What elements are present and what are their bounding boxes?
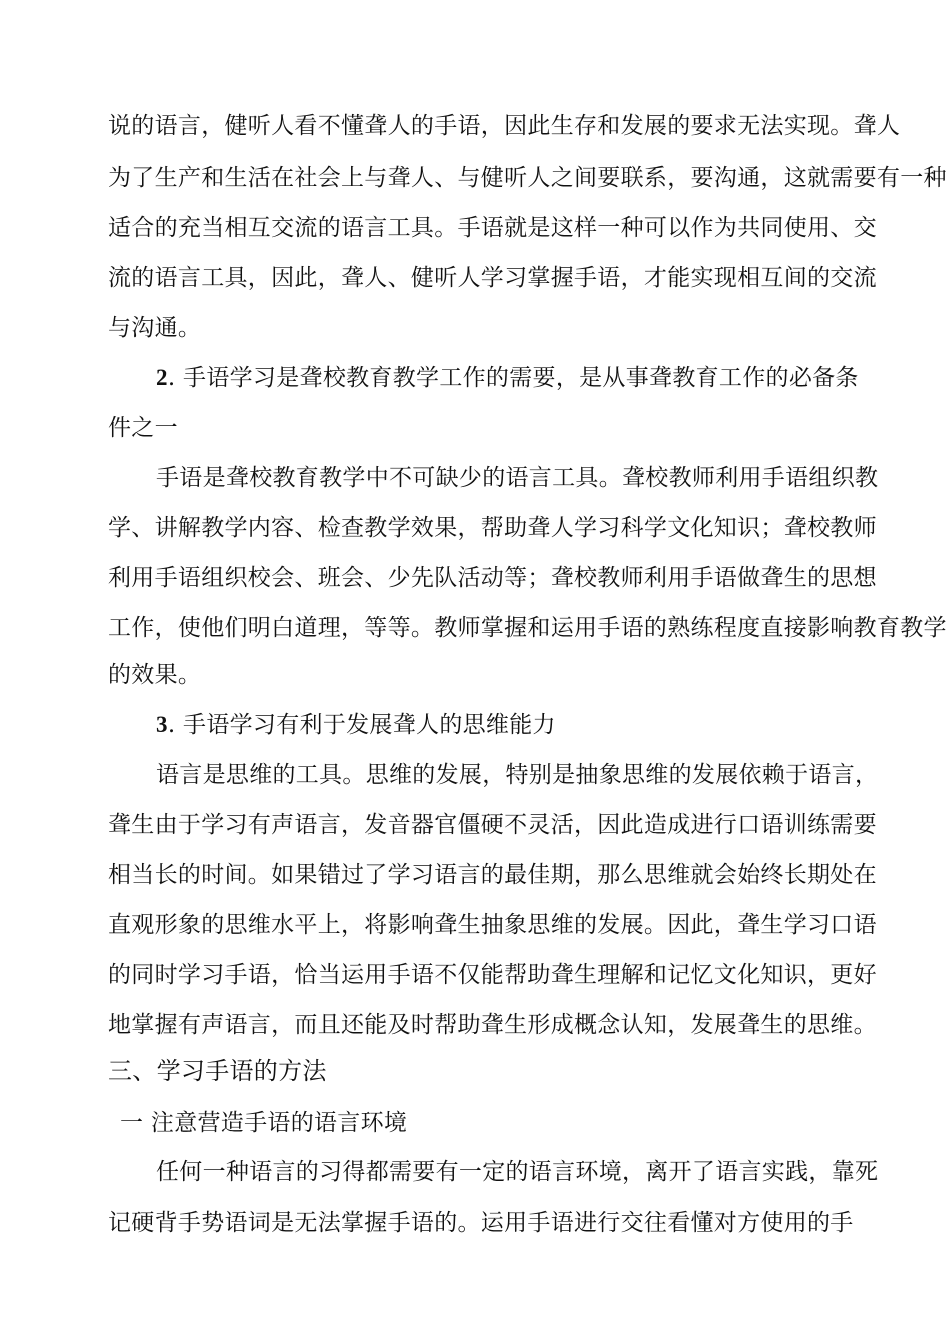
para3-line-5: 的同时学习手语，恰当运用手语不仅能帮助聋生理解和记忆文化知识，更好 <box>108 962 877 988</box>
para3-line-6: 地掌握有声语言，而且还能及时帮助聋生形成概念认知，发展聋生的思维。 <box>108 1012 877 1038</box>
para1-line-3: 适合的充当相互交流的语言工具。手语就是这样一种可以作为共同使用、交 <box>108 215 877 241</box>
heading-2-line-1 <box>156 363 859 393</box>
para4-line-2: 记硬背手势语词是无法掌握手语的。运用手语进行交往看懂对方使用的手 <box>108 1210 854 1236</box>
para2-line-3: 利用手语组织校会、班会、少先队活动等；聋校教师利用手语做聋生的思想 <box>108 565 877 591</box>
para1-line-2: 为了生产和生活在社会上与聋人、与健听人之间要联系，要沟通，这就需要有一种 <box>108 165 947 191</box>
para1-line-5: 与沟通。 <box>108 315 202 341</box>
heading-3-text: . 手语学习有利于发展聋人的思维能力 <box>167 712 556 738</box>
subsection-1-title: 一 注意营造手语的语言环境 <box>120 1110 408 1136</box>
para2-line-4: 工作，使他们明白道理，等等。教师掌握和运用手语的熟练程度直接影响教育教学 <box>108 615 947 641</box>
heading-2-line-2: 件之一 <box>108 415 178 441</box>
para2-line-1: 手语是聋校教育教学中不可缺少的语言工具。聋校教师利用手语组织教 <box>156 465 879 491</box>
heading-3-number: 3 <box>156 712 168 737</box>
para3-line-3: 相当长的时间。如果错过了学习语言的最佳期，那么思维就会始终长期处在 <box>108 862 877 888</box>
para1-line-1: 说的语言，健听人看不懂聋人的手语，因此生存和发展的要求无法实现。聋人 <box>108 113 901 139</box>
heading-2-text: . 手语学习是聋校教育教学工作的需要，是从事聋教育工作的必备条 <box>167 365 859 391</box>
para4-line-1: 任何一种语言的习得都需要有一定的语言环境，离开了语言实践，靠死 <box>156 1159 879 1185</box>
para2-line-2: 学、讲解教学内容、检查教学效果，帮助聋人学习科学文化知识；聋校教师 <box>108 515 877 541</box>
para3-line-2: 聋生由于学习有声语言，发音器官僵硬不灵活，因此造成进行口语训练需要 <box>108 812 877 838</box>
para3-line-4: 直观形象的思维水平上，将影响聋生抽象思维的发展。因此，聋生学习口语 <box>108 912 877 938</box>
para1-line-4: 流的语言工具，因此，聋人、健听人学习掌握手语，才能实现相互间的交流 <box>108 265 877 291</box>
heading-2-number: 2 <box>156 365 168 390</box>
para2-line-5: 的效果。 <box>108 662 202 688</box>
para3-line-1: 语言是思维的工具。思维的发展，特别是抽象思维的发展依赖于语言， <box>156 762 879 788</box>
heading-3-line <box>156 710 842 740</box>
section-3-title: 三、学习手语的方法 <box>108 1057 327 1085</box>
